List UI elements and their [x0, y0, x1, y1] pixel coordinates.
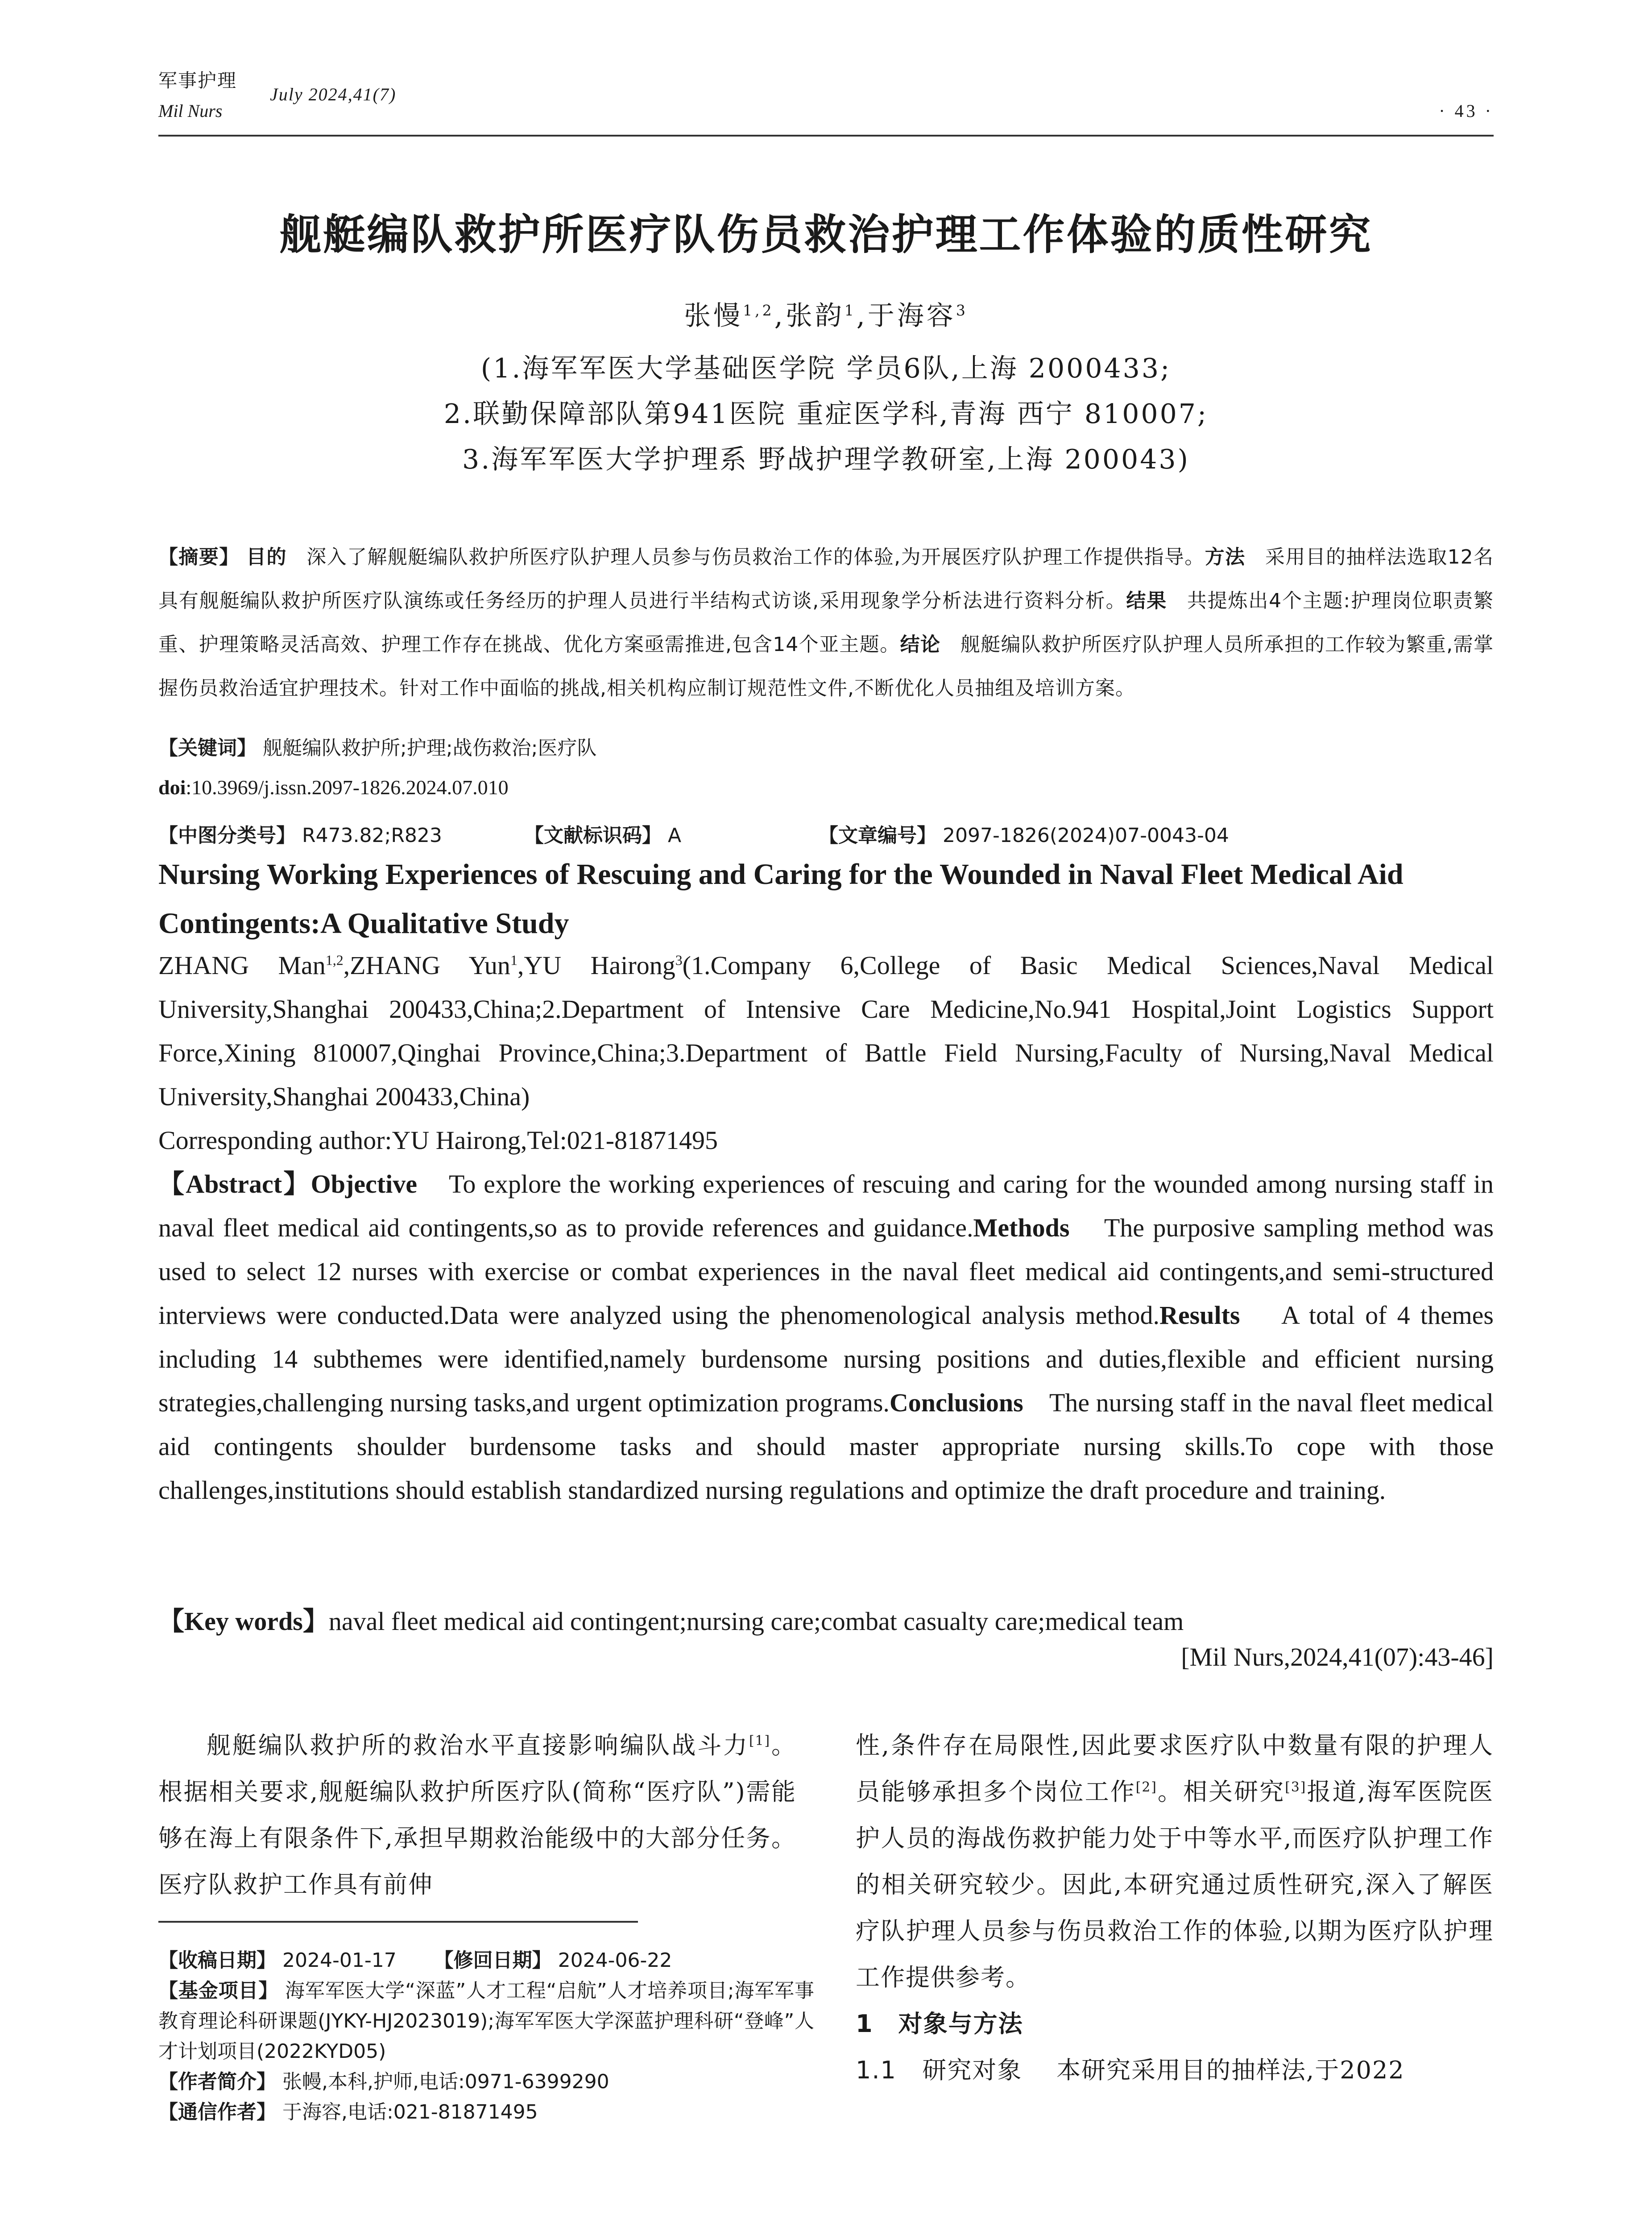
revised-label: 【修回日期】 [434, 1949, 552, 1972]
paper-title: 舰艇编队救护所医疗队伤员救治护理工作体验的质性研究 [279, 211, 1373, 259]
paper-title-en: Nursing Working Experiences of Rescuing and Caring for the Wounded in Naval Fleet Medical Aid Contingents:A Qualitative Study [158, 858, 1404, 940]
author-separator: , [774, 300, 786, 332]
footnote-fund [158, 1976, 814, 2067]
keywords-text-en: naval fleet medical aid contingent;nursing care;combat casualty care;medical team [328, 1607, 1184, 1636]
author-name: 于海容 [867, 300, 956, 332]
author-name-en: ,ZHANG Yun [343, 951, 510, 980]
results-label-en: Results [1159, 1301, 1240, 1330]
results-label: 结果 [1126, 589, 1168, 612]
author-name-en: ,YU Hairong [517, 951, 675, 980]
abstract-label-en: 【Abstract】 [158, 1169, 311, 1198]
objective-label-en: Objective [311, 1169, 417, 1198]
keywords-label-en: 【Key words】 [158, 1607, 329, 1636]
authors-affiliations-en [158, 944, 1494, 1119]
clc-value: R473.82;R823 [302, 824, 442, 847]
received-label: 【收稿日期】 [158, 1949, 276, 1972]
methods-label: 方法 [1205, 546, 1246, 568]
author-affil-mark: 1,2 [743, 302, 774, 319]
body-column-left [158, 1722, 796, 1908]
corr-text: 于海容,电话:021-81871495 [282, 2101, 538, 2123]
doi-line [158, 775, 1494, 799]
bio-label: 【作者简介】 [158, 2070, 276, 2093]
body-text: 。根据相关要求,舰艇编队救护所医疗队(简称“医疗队”)需能够在海上有限条件下,承担早期救治能级中的大部分任务。医疗队救护工作具有前伸 [158, 1731, 796, 1899]
article-number-value: 2097-1826(2024)07-0043-04 [943, 824, 1229, 847]
doc-code-value: A [668, 824, 682, 847]
author-affil-mark: 1 [510, 952, 518, 968]
author-affil-mark: 1 [844, 302, 857, 319]
conclusions-text-en: The nursing staff in the naval fleet medical aid contingents shoulder burdensome tasks and should master appropriate nursing skills.To cope with those challenges,institutions should establish standardized nursing regulations and optimize the draft procedure and training. [158, 1388, 1494, 1505]
received-date: 2024-01-17 [282, 1949, 397, 1972]
body-text: 报道,海军医院医护人员的海战伤救护能力处于中等水平,而医疗队护理工作的相关研究较少。因此,本研究通过质性研究,深入了解医疗队护理人员参与伤员救治工作的体验,以期为医疗队护理工作提供参考。 [856, 1778, 1494, 1991]
abstract-cn [158, 535, 1494, 710]
footnote-rule [158, 1921, 638, 1923]
footnote-bio [158, 2067, 814, 2097]
footnote-corr [158, 2097, 814, 2127]
reference-mark[interactable]: [3] [1285, 1779, 1307, 1795]
affiliation-1: (1.海军军医大学基础医学院 学员6队,上海 2000433; [480, 353, 1172, 384]
keywords-label: 【关键词】 [158, 737, 257, 759]
affiliation-2: 2.联勤保障部队第941医院 重症医学科,青海 西宁 810007; [443, 398, 1209, 430]
body-paragraph [856, 1722, 1494, 2001]
keywords-cn [158, 732, 1494, 760]
corr-label: 【通信作者】 [158, 2101, 276, 2123]
abstract-label: 【摘要】 [158, 546, 240, 568]
section-heading: 1 对象与方法 [856, 2010, 1023, 2038]
article-number-label: 【文章编号】 [819, 824, 936, 847]
conclusion-text: 舰艇编队救护所医疗队护理人员所承担的工作较为繁重,需掌握伤员救治适宜护理技术。针对工作中面临的挑战,相关机构应制订规范性文件,不断优化人员抽组及培训方案。 [158, 633, 1494, 700]
methods-text: 采用目的抽样法选取12名具有舰艇编队救护所医疗队演练或任务经历的护理人员进行半结构式访谈,采用现象学分析法进行资料分析。 [158, 546, 1494, 612]
clc-label: 【中图分类号】 [158, 824, 296, 847]
doc-code-label: 【文献标识码】 [524, 824, 662, 847]
citation: [Mil Nurs,2024,41(07):43-46] [1181, 1642, 1494, 1671]
body-text: 。相关研究 [1157, 1778, 1285, 1806]
subsection-number: 1.1 [856, 2056, 897, 2084]
affiliation-3: 3.海军军医大学护理系 野战护理学教研室,上海 200043) [462, 444, 1190, 475]
subsection-line [856, 2047, 1494, 2094]
author-separator: , [856, 300, 868, 332]
bio-text: 张幔,本科,护师,电话:0971-6399290 [282, 2070, 609, 2093]
affiliations-en: (1.Company 6,College of Basic Medical Sciences,Naval Medical University,Shanghai 200433,China;2.Department of Intensive Care Medicine,No.941 Hospital,Joint Logistics Support Force,Xining 810007,Qinghai Province,China;3.Department of Battle Field Nursing,Faculty of Nursing,Naval Medical University,Shanghai 200433,China) [158, 951, 1494, 1111]
author-name: 张慢 [684, 300, 743, 332]
footnote-dates [158, 1945, 814, 1976]
subsection-title: 研究对象 [922, 2056, 1023, 2084]
conclusions-label-en: Conclusions [889, 1388, 1023, 1417]
fund-text: 海军军医大学“深蓝”人才工程“启航”人才培养项目;海军军事教育理论科研课题(JYKY-HJ2023019);海军军医大学深蓝护理科研“登峰”人才计划项目(2022KYD05) [158, 1979, 814, 2063]
doi-link[interactable]: :10.3969/j.issn.2097-1826.2024.07.010 [186, 776, 509, 799]
objective-label: 目的 [246, 546, 287, 568]
body-text: 性,条件存在局限性,因此要求医疗队中数量有限的护理人员能够承担多个岗位工作 [856, 1731, 1494, 1806]
objective-text: 深入了解舰艇编队救护所医疗队护理人员参与伤员救治工作的体验,为开展医疗队护理工作提供指导。 [306, 546, 1205, 568]
results-text: 共提炼出4个主题:护理岗位职责繁重、护理策略灵活高效、护理工作存在挑战、优化方案亟需推进,包含14个亚主题。 [158, 589, 1494, 656]
author-name: 张韵 [785, 300, 845, 332]
header-rule [158, 135, 1494, 137]
classification-line [158, 819, 1494, 848]
abstract-en [158, 1162, 1494, 1512]
issue-info: July 2024,41(7) [270, 84, 397, 104]
journal-abbreviation: Mil Nurs [158, 101, 223, 121]
fund-label: 【基金项目】 [158, 1979, 279, 2002]
methods-label-en: Methods [973, 1213, 1070, 1242]
author-list [158, 294, 1494, 333]
reference-mark[interactable]: [2] [1135, 1779, 1157, 1795]
body-column-right [856, 1722, 1494, 2094]
author-name-en: ZHANG Man [158, 951, 326, 980]
footnotes [158, 1945, 814, 2127]
results-text-en: A total of 4 themes including 14 subthemes were identified,namely burdensome nursing positions and duties,flexible and efficient nursing strategies,challenging nursing tasks,and urgent optimization programs. [158, 1301, 1494, 1417]
body-text: 舰艇编队救护所的救治水平直接影响编队战斗力 [207, 1731, 749, 1759]
journal-name: 军事护理 [158, 70, 237, 91]
body-text: 本研究采用目的抽样法,于2022 [1056, 2056, 1405, 2084]
conclusion-label: 结论 [900, 633, 941, 656]
author-affil-mark: 1,2 [325, 952, 344, 968]
corresponding-author-en: Corresponding author:YU Hairong,Tel:021-81871495 [158, 1126, 718, 1155]
keywords-text: 舰艇编队救护所;护理;战伤救治;医疗队 [263, 737, 597, 759]
author-affil-mark: 3 [675, 952, 683, 968]
revised-date: 2024-06-22 [558, 1949, 672, 1972]
methods-text-en: The purposive sampling method was used to select 12 nurses with exercise or combat experiences in the naval fleet medical aid contingents,and semi-structured interviews were conducted.Data were analyzed using the phenomenological analysis method. [158, 1213, 1494, 1330]
body-paragraph [158, 1722, 796, 1908]
keywords-en [158, 1600, 1494, 1643]
objective-text-en: To explore the working experiences of rescuing and caring for the wounded among nursing staff in naval fleet medical aid contingents,so as to provide references and guidance. [158, 1169, 1494, 1242]
author-affil-mark: 3 [956, 302, 968, 319]
page-number: · 43 · [1439, 101, 1494, 121]
doi-label: doi [158, 776, 186, 799]
reference-mark[interactable]: [1] [749, 1733, 771, 1749]
